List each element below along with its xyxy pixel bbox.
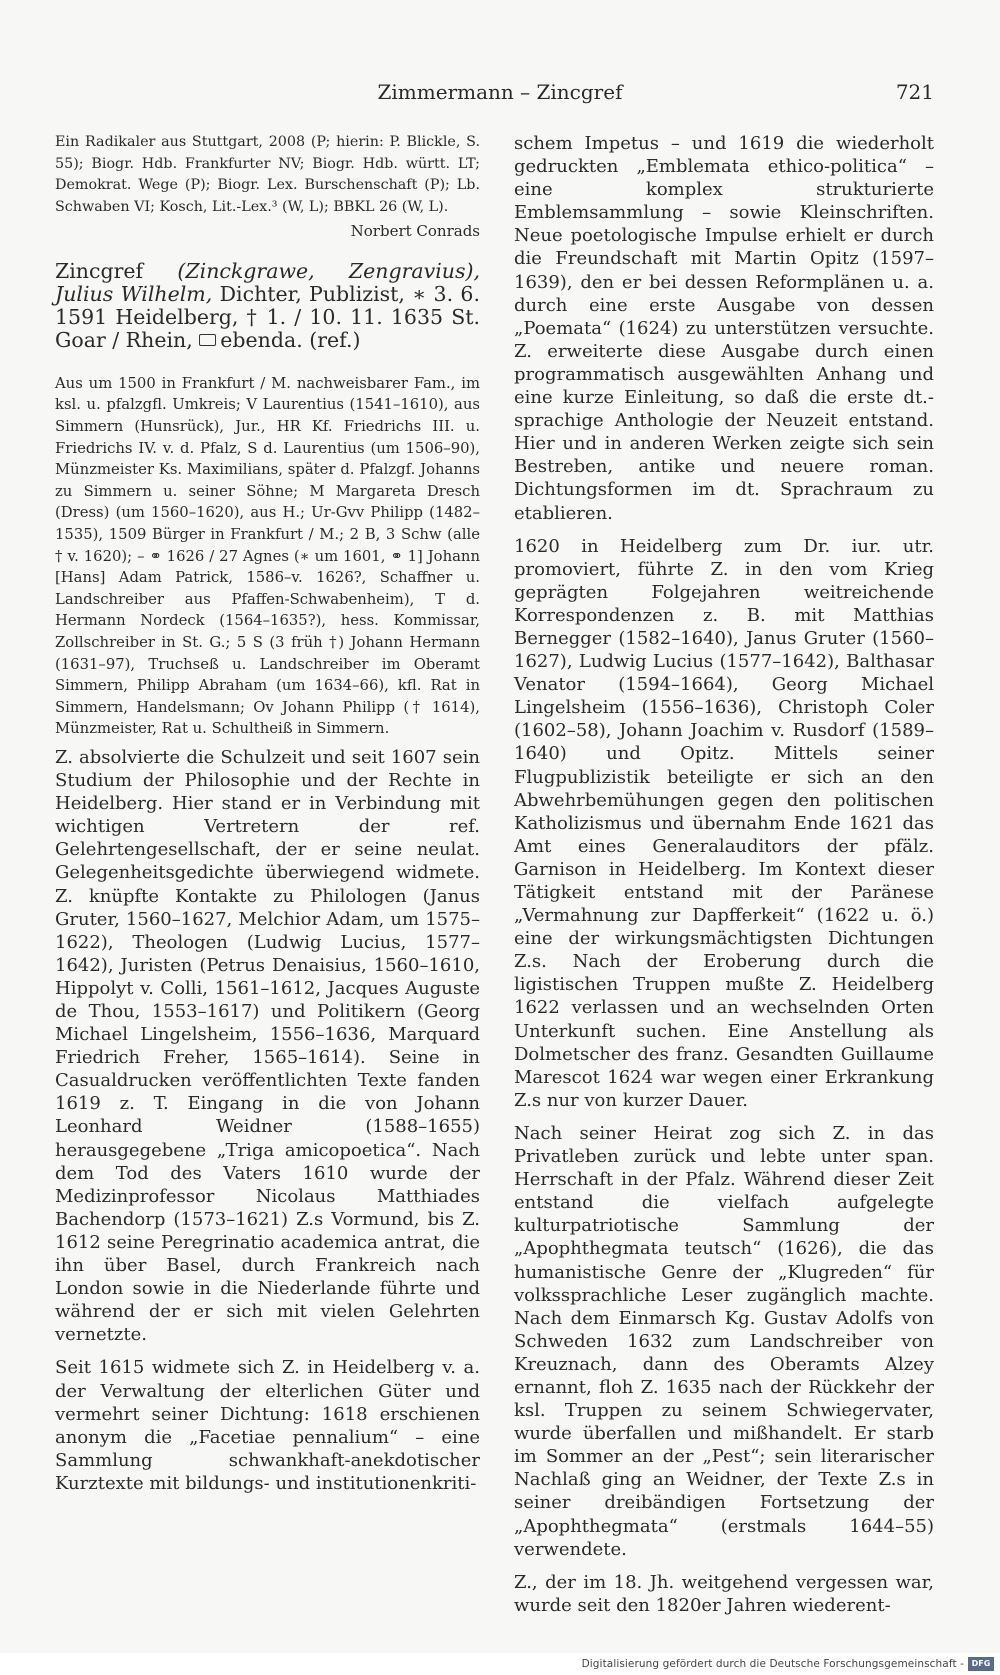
- page-number: 721: [895, 80, 934, 104]
- headword-details: Dichter, Publizist, ∗ 3. 6. 1591 Heidelberg, † 1. / 10. 11. 1635 St. Goar / Rhein,: [55, 282, 480, 353]
- dfg-logo-icon: DFG: [968, 1657, 994, 1671]
- body-paragraph-6: Z., der im 18. Jh. weitgehend vergessen war, wurde seit den 1820er Jahren wiederent-: [514, 1571, 934, 1616]
- body-paragraph-2: Seit 1615 widmete sich Z. in Heidelberg v. a. der Verwaltung der elterlichen Güter und vermehrt seiner Dichtung: 1618 erschienen anonym die „Facetiae pennalium“ – eine Sammlung schwankhaft-anekdotischer Kurztexte mit bildungs- und institutionenkriti-: [55, 1357, 480, 1494]
- genealogy: Aus um 1500 in Frankfurt / M. nachweisbarer Fam., im ksl. u. pfalzgfl. Umkreis; V Laurentius (1541–1610), aus Simmern (Hunsrück), Jur., HR Kf. Friedrichs III. u. Friedrichs IV. v. d. Pfalz, S d. Laurentius (um 1506–90), Münzmeister Ks. Maximilians, später d. Pfalzgf. Johanns zu Simmern u. seiner Söhne; M Margareta Dresch (Dress) (um 1560–1620), aus H.; Ur-Gvv Philipp (1482–1535), 1509 Bürger in Frankfurt / M.; 2 B, 3 Schw (alle † v. 1620); – ⚭ 1626 / 27 Agnes (∗ um 1601, ⚭ 1] Johann [Hans] Adam Patrick, 1586–v. 1626?, Schaffner u. Landschreiber aus Pfaffen-Schwabenheim), T d. Hermann Nordeck (1564–1635?), hess. Kommissar, Zollschreiber in St. G.; 5 S (3 früh †) Johann Hermann (1631–97), Truchseß u. Landschreiber im Oberamt Simmern, Philipp Abraham (um 1634–66), kfl. Rat in Simmern, Handelsmann; Ov Johann Philipp († 1614), Münzmeister, Rat u. Schultheiß in Simmern.: [55, 374, 480, 738]
- entry-heading: [55, 260, 480, 352]
- body-paragraph-1: Z. absolvierte die Schulzeit und seit 1607 sein Studium der Philosophie und der Rechte in Heidelberg. Hier stand er in Verbindung mit wichtigen Vertretern der ref. Gelehrtengesellschaft, der er seine neulat. Gelegenheitsgedichte überwiegend widmete. Z. knüpfte Kontakte zu Philologen (Janus Gruter, 1560–1627, Melchior Adam, um 1575–1622), Theologen (Ludwig Lucius, 1577–1642), Juristen (Petrus Denaisius, 1560–1610, Hippolyt v. Colli, 1561–1612, Jacques Auguste de Thou, 1553–1617) und Politikern (Georg Michael Lingelsheim, 1556–1636, Marquard Friedrich Freher, 1565–1614). Seine in Casualdrucken veröffentlichten Texte fanden 1619 z. T. Eingang in die von Johann Leonhard Weidner (1588–1655) herausgegebene „Triga amicopoetica“. Nach dem Tod des Vaters 1610 wurde der Medizinprofessor Nicolaus Matthiades Bachendorp (1573–1621) Z.s Vormund, bis Z. 1612 seine Peregrinatio academica antrat, die ihn über Basel, durch Frankreich nach London sowie in die Niederlande führte und während der er sich mit vielen Gelehrten vernetzte.: [55, 746, 480, 1346]
- body-paragraph-3: schem Impetus – und 1619 die wiederholt gedruckten „Emblemata ethico-politica“ – eine komplex strukturierte Emblemsammlung – sowie Kleinschriften. Neue poetologische Impulse erhielt er durch die Freundschaft mit Martin Opitz (1597–1639), den er bei dessen Reformplänen u. a. durch eine erste Ausgabe von dessen „Poemata“ (1624) zu unterstützen versuchte. Z. erweiterte diese Ausgabe durch einen programmatisch ausgewählten Anhang und eine kurze Einleitung, so daß die erste dt.-sprachige Anthologie der Neuzeit entstand. Hier und in anderen Werken zeigte sich sein Bestreben, antike und neuere roman. Dichtungsformen im dt. Sprachraum zu etablieren.: [514, 133, 934, 524]
- running-title: Zimmermann – Zincgref: [377, 80, 623, 104]
- previous-entry-references: Ein Radikaler aus Stuttgart, 2008 (P; hierin: P. Blickle, S. 55); Biogr. Hdb. Frankfurter NV; Biogr. Hdb. württ. LT; Demokrat. Wege (P); Biogr. Lex. Burschenschaft (P); Lb. Schwaben VI; Kosch, Lit.-Lex.³ (W, L); BBKL 26 (W, L).: [55, 134, 480, 215]
- headword-variants: (Zinckgrawe, Zengravius), Julius Wilhelm,: [55, 259, 480, 307]
- burial-place: ebenda. (ref.): [220, 328, 361, 353]
- page-header: [0, 80, 1000, 110]
- previous-entry-author: Norbert Conrads: [350, 222, 480, 241]
- digitization-footer: [0, 1653, 1000, 1675]
- burial-icon: [199, 334, 216, 346]
- left-column: [55, 132, 480, 1495]
- body-paragraph-4: 1620 in Heidelberg zum Dr. iur. utr. promoviert, führte Z. in den vom Krieg geprägten Folgejahren weitreichende Korrespondenzen z. B. mit Matthias Bernegger (1582–1640), Janus Gruter (1560–1627), Ludwig Lucius (1577–1642), Balthasar Venator (1594–1664), Georg Michael Lingelsheim (1556–1636), Christoph Coler (1602–58), Johann Joachim v. Rusdorf (1589–1640) und Opitz. Mittels seiner Flugpublizistik beteiligte er sich an den Abwehrbemühungen gegen den politischen Katholizismus und übernahm Ende 1621 das Amt eines Generalauditors der pfälz. Garnison in Heidelberg. Im Kontext dieser Tätigkeit entstand mit der Paränese „Vermahnung zur Dapfferkeit“ (1622 u. ö.) eine der wirkungsmächtigsten Dichtungen Z.s. Nach der Eroberung durch die ligistischen Truppen mußte Z. Heidelberg 1622 verlassen und an wechselnden Orten Unterkunft suchen. Eine Anstellung als Dolmetscher des franz. Gesandten Guillaume Marescot 1624 war wegen einer Erkrankung Z.s nur von kurzer Dauer.: [514, 535, 934, 1111]
- headword: Zincgref: [55, 259, 144, 284]
- footer-credit: Digitalisierung gefördert durch die Deutsche Forschungsgemeinschaft -: [581, 1658, 964, 1670]
- right-column: [514, 132, 934, 1617]
- body-paragraph-5: Nach seiner Heirat zog sich Z. in das Privatleben zurück und lebte unter span. Herrschaft in der Pfalz. Während dieser Zeit entstand die vielfach aufgelegte kulturpatriotische Sammlung der „Apophthegmata teutsch“ (1626), die das humanistische Genre der „Klugreden“ für volkssprachliche Leser zugänglich machte. Nach dem Einmarsch Kg. Gustav Adolfs von Schweden 1632 zum Landschreiber von Kreuznach, dann des Oberamts Alzey ernannt, floh Z. 1635 nach der Rückkehr der ksl. Truppen zu seinem Schwiegervater, wurde überfallen und mißhandelt. Er starb im Sommer an der „Pest“; sein literarischer Nachlaß ging an Weidner, der Texte Z.s in seiner dreibändigen Fortsetzung der „Apophthegmata“ (erstmals 1644–55) verwendete.: [514, 1122, 934, 1560]
